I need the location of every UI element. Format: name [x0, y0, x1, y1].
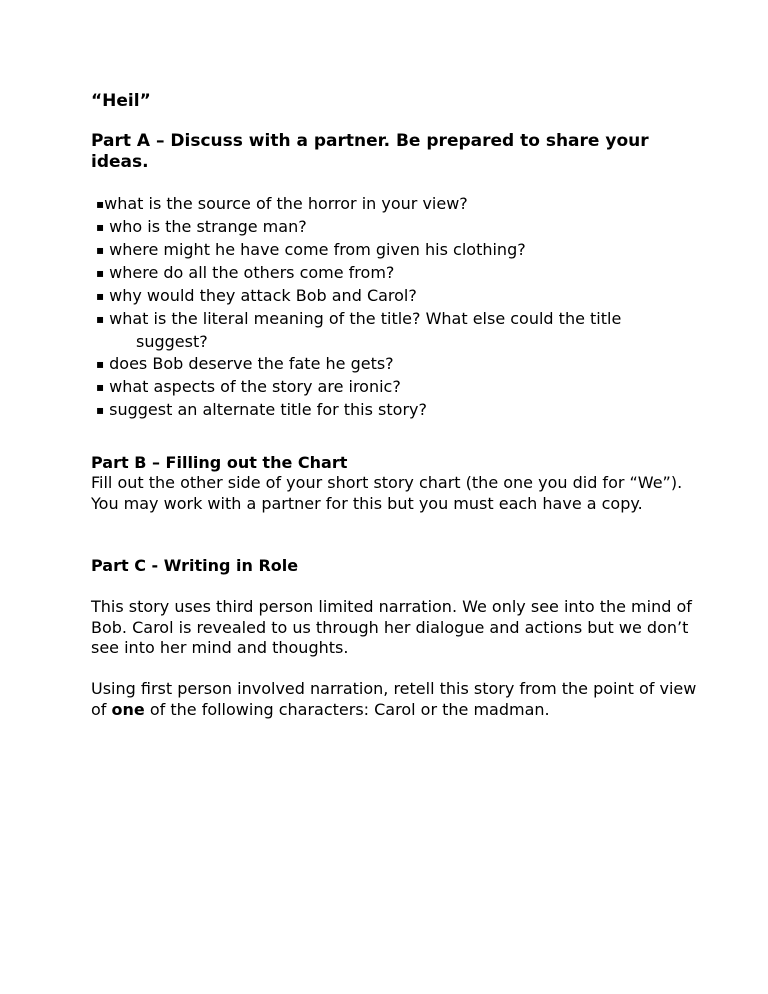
bullet-icon: ▪ — [96, 266, 105, 280]
emphasis-one: one — [111, 699, 145, 719]
list-item: ▪ what aspects of the story are ironic? — [96, 377, 401, 396]
list-item: ▪ who is the strange man? — [96, 217, 307, 236]
bullet-icon: ▪ — [96, 289, 105, 303]
part-a-heading: Part A – Discuss with a partner. Be prepared to share your ideas. — [91, 131, 649, 172]
bullet-icon: ▪ — [96, 357, 105, 371]
part-c-paragraph-1: This story uses third person limited narration. We only see into the mind of Bob. Carol is revealed to us through her dialogue and actions but we don’t see into her mind and thoughts. — [91, 597, 692, 657]
bullet-icon: ▪ — [96, 403, 105, 417]
bullet-icon: ▪ — [96, 380, 105, 394]
part-b-instructions: Fill out the other side of your short story chart (the one you did for “We”). You may work with a partner for this but you must each have a copy. — [91, 473, 683, 513]
list-item-continuation: suggest? — [136, 332, 208, 351]
part-c-paragraph-2: Using first person involved narration, retell this story from the point of view of one of the following characters: Carol or the madman. — [91, 679, 697, 719]
bullet-icon: ▪ — [96, 243, 105, 257]
list-item: ▪ where do all the others come from? — [96, 263, 395, 282]
part-b-heading: Part B – Filling out the Chart — [91, 453, 348, 472]
bullet-icon: ▪ — [96, 312, 105, 326]
list-item: ▪ what is the literal meaning of the title? What else could the title — [96, 309, 622, 328]
list-item: ▪ where might he have come from given his clothing? — [96, 240, 526, 259]
list-item: ▪what is the source of the horror in your view? — [96, 194, 468, 213]
bullet-icon: ▪ — [96, 220, 105, 234]
list-item: ▪ does Bob deserve the fate he gets? — [96, 354, 394, 373]
list-item: ▪ suggest an alternate title for this story? — [96, 400, 427, 419]
discussion-questions — [96, 193, 621, 422]
list-item: ▪ why would they attack Bob and Carol? — [96, 286, 417, 305]
document-title: “Heil” — [91, 91, 151, 111]
part-c-heading: Part C - Writing in Role — [91, 556, 299, 575]
bullet-icon: ▪ — [96, 197, 105, 211]
